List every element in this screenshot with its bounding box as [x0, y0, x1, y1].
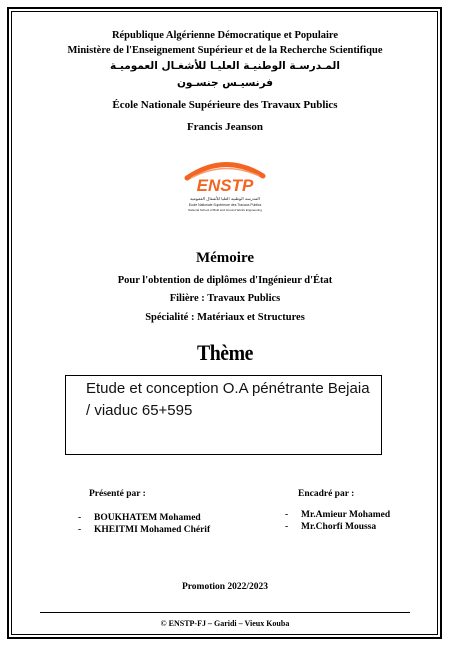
republic-heading: République Algérienne Démocratique et Populaire: [111, 30, 339, 41]
school-name: École Nationale Supérieure des Travaux Publics: [112, 99, 338, 111]
logo-arabic: المدرسة الوطنية العليا للأشغال العمومية: [190, 196, 260, 201]
ministry-heading: Ministère de l'Enseignement Supérieur et de la Recherche Scientifique: [67, 45, 383, 56]
list-item: - Mr.Chorfi Moussa: [285, 522, 377, 532]
school-arabic-name: المـدرسـة الوطنيـة العليـا للأشغـال العموميـة: [110, 60, 340, 72]
enstp-logo: [175, 158, 275, 214]
footer-divider: [40, 612, 410, 613]
specialite-line: Spécialité : Matériaux et Structures: [145, 312, 305, 323]
student-name: BOUKHATEM Mohamed: [94, 513, 201, 523]
presented-by-label: Présenté par :: [89, 489, 146, 499]
supervisor-name: Mr.Amieur Mohamed: [301, 510, 391, 520]
student-list: [78, 512, 210, 536]
theme-line-2: / viaduc 65+595: [86, 402, 193, 419]
theme-line-1: Etude et conception O.A pénétrante Bejaia: [86, 380, 370, 397]
student-name: KHEITMI Mohamed Chérif: [94, 525, 211, 535]
logo-subtitle2: National School of Built and Ground Works Engineering: [188, 208, 262, 212]
diploma-line: Pour l'obtention de diplômes d'Ingénieur d'État: [117, 275, 333, 286]
supervised-by-label: Encadré par :: [298, 489, 355, 499]
list-item: - Mr.Amieur Mohamed: [285, 510, 391, 520]
francis-arabic-name: فرنسيـس جنسـون: [176, 77, 274, 89]
logo-subtitle: Ecole Nationale Supérieure des Travaux Publics: [188, 203, 262, 207]
school-subname: Francis Jeanson: [186, 121, 264, 133]
filiere-line: Filière : Travaux Publics: [169, 293, 281, 304]
memoire-title: Mémoire: [195, 250, 255, 266]
list-item: - KHEITMI Mohamed Chérif: [78, 525, 211, 535]
promotion-line: Promotion 2022/2023: [181, 582, 269, 592]
theme-title: [86, 378, 386, 422]
footer-copyright: © ENSTP-FJ – Garidi – Vieux Kouba: [160, 619, 290, 628]
logo-text: ENSTP: [196, 176, 254, 195]
supervisor-name: Mr.Chorfi Moussa: [301, 522, 377, 532]
theme-heading: Thème: [196, 340, 254, 365]
supervisor-list: [285, 509, 390, 533]
list-item: - BOUKHATEM Mohamed: [78, 513, 201, 523]
